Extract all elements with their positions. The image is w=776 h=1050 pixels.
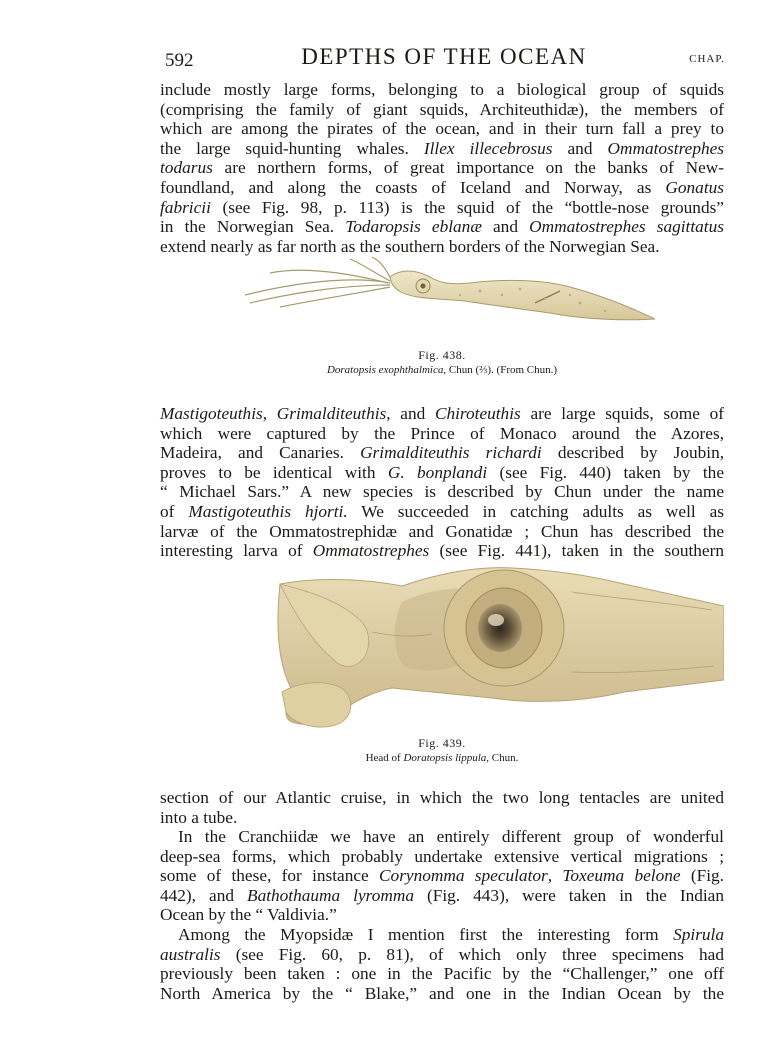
- genus-name: Chiroteuthis: [434, 404, 521, 423]
- species-name: Corynomma speculator: [379, 866, 548, 886]
- species-name: Mastigoteuthis hjorti.: [188, 501, 348, 521]
- text-line: australis (see Fig. 60, p. 81), of which only three specimens had: [160, 944, 724, 964]
- text-line: Madeira, and Canaries. Grimalditeuthis richardi described by Joubin,: [160, 443, 725, 463]
- figure-label: Fig. 438.: [418, 348, 466, 362]
- text-line: the large squid-hunting whales. Illex illecebrosus and Ommatostrephes: [160, 138, 724, 158]
- paragraph-2: [160, 404, 724, 561]
- paragraph-5: [160, 925, 724, 1003]
- species-name: australis: [160, 944, 221, 964]
- text-line: Mastigoteuthis, Grimalditeuthis, and Chiroteuthis are large squids, some of: [160, 404, 725, 423]
- text-line: proves to be identical with G. bonplandi (see Fig. 440) taken by the: [160, 462, 724, 482]
- species-name: Gonatus: [665, 177, 724, 197]
- text-line: section of our Atlantic cruise, in which the two long tentacles are united: [160, 788, 724, 807]
- paragraph-4: [160, 827, 724, 925]
- species-name: Bathothauma lyromma: [247, 885, 414, 905]
- text-line: todarus are northern forms, of great importance on the banks of New-: [160, 158, 724, 178]
- species-name: Doratopsis exophthalmica: [326, 364, 444, 376]
- species-name: Ommatostrephes sagittatus: [529, 217, 724, 237]
- text-line: which are among the pirates of the ocean, and in their turn fall a prey to: [160, 119, 724, 139]
- species-name: fabricii: [160, 197, 211, 217]
- figure-label: Fig. 439.: [418, 736, 466, 750]
- species-name: G. bonplandi: [387, 462, 488, 482]
- figure-439-head-illustration: [252, 562, 724, 732]
- text-line: in the Norwegian Sea. Todaropsis eblanæ and Ommatostrephes sagittatus: [160, 217, 724, 237]
- caption-text: Doratopsis exophthalmica, Chun (⅔). (From Chun.): [326, 364, 558, 376]
- page-number: 592: [165, 50, 194, 71]
- text-line: Among the Myopsidæ I mention first the interesting form Spirula: [178, 925, 724, 944]
- species-name: Toxeuma belone: [562, 866, 681, 886]
- text-line: into a tube.: [160, 807, 238, 827]
- text-line: Ocean by the “ Valdivia.”: [160, 905, 337, 925]
- genus-name: Grimalditeuthis: [276, 404, 387, 423]
- caption-text: Head of Doratopsis lippula, Chun.: [365, 752, 519, 764]
- text-line: include mostly large forms, belonging to a biological group of squids: [160, 80, 724, 99]
- genus-name: Spirula: [673, 925, 724, 944]
- text-line: which were captured by the Prince of Monaco around the Azores,: [160, 423, 724, 443]
- text-line: previously been taken : one in the Pacific by the “Challenger,” one off: [160, 964, 724, 984]
- text-line: interesting larva of Ommatostrephes (see Fig. 441), taken in the southern: [160, 541, 724, 561]
- text-line: larvæ of the Ommatostrephidæ and Gonatidæ ; Chun has described the: [160, 521, 724, 541]
- text-line: some of these, for instance Corynomma speculator, Toxeuma belone (Fig.: [160, 866, 724, 886]
- species-name: Todaropsis eblanæ: [345, 217, 482, 237]
- running-title: DEPTHS OF THE OCEAN: [301, 44, 587, 69]
- species-name: Grimalditeuthis richardi: [360, 443, 542, 463]
- text-line: In the Cranchiidæ we have an entirely different group of wonderful: [178, 827, 724, 846]
- text-line: “ Michael Sars.” A new species is described by Chun under the name: [160, 482, 724, 502]
- genus-name: Mastigoteuthis: [160, 404, 263, 423]
- text-line: foundland, and along the coasts of Iceland and Norway, as Gonatus: [160, 177, 724, 197]
- paragraph-1: [160, 80, 724, 256]
- species-name: todarus: [160, 158, 213, 178]
- figure-438-caption: [160, 348, 724, 378]
- figure-439-caption: [160, 736, 724, 766]
- text-line: 442), and Bathothauma lyromma (Fig. 443), were taken in the Indian: [160, 885, 724, 905]
- text-line: (comprising the family of giant squids, Architeuthidæ), the members of: [160, 99, 724, 119]
- figure-438-squid-illustration: [240, 255, 660, 335]
- text-line: extend nearly as far north as the southern borders of the Norwegian Sea.: [160, 236, 660, 256]
- species-name: Ommatostrephes: [607, 138, 724, 158]
- chapter-abbrev: CHAP.: [689, 53, 725, 65]
- genus-name: Ommatostrephes: [312, 541, 430, 561]
- text-line: of Mastigoteuthis hjorti. We succeeded in catching adults as well as: [160, 501, 724, 521]
- page-header: [163, 44, 725, 74]
- species-name: Illex illecebrosus: [423, 138, 553, 158]
- text-line: North America by the “ Blake,” and one in the Indian Ocean by the: [160, 983, 724, 1003]
- paragraph-3: [160, 788, 724, 827]
- text-line: deep-sea forms, which probably undertake extensive vertical migrations ;: [160, 846, 724, 866]
- species-name: Doratopsis lippula: [403, 752, 487, 764]
- text-line: fabricii (see Fig. 98, p. 113) is the squid of the “bottle-nose grounds”: [160, 197, 724, 217]
